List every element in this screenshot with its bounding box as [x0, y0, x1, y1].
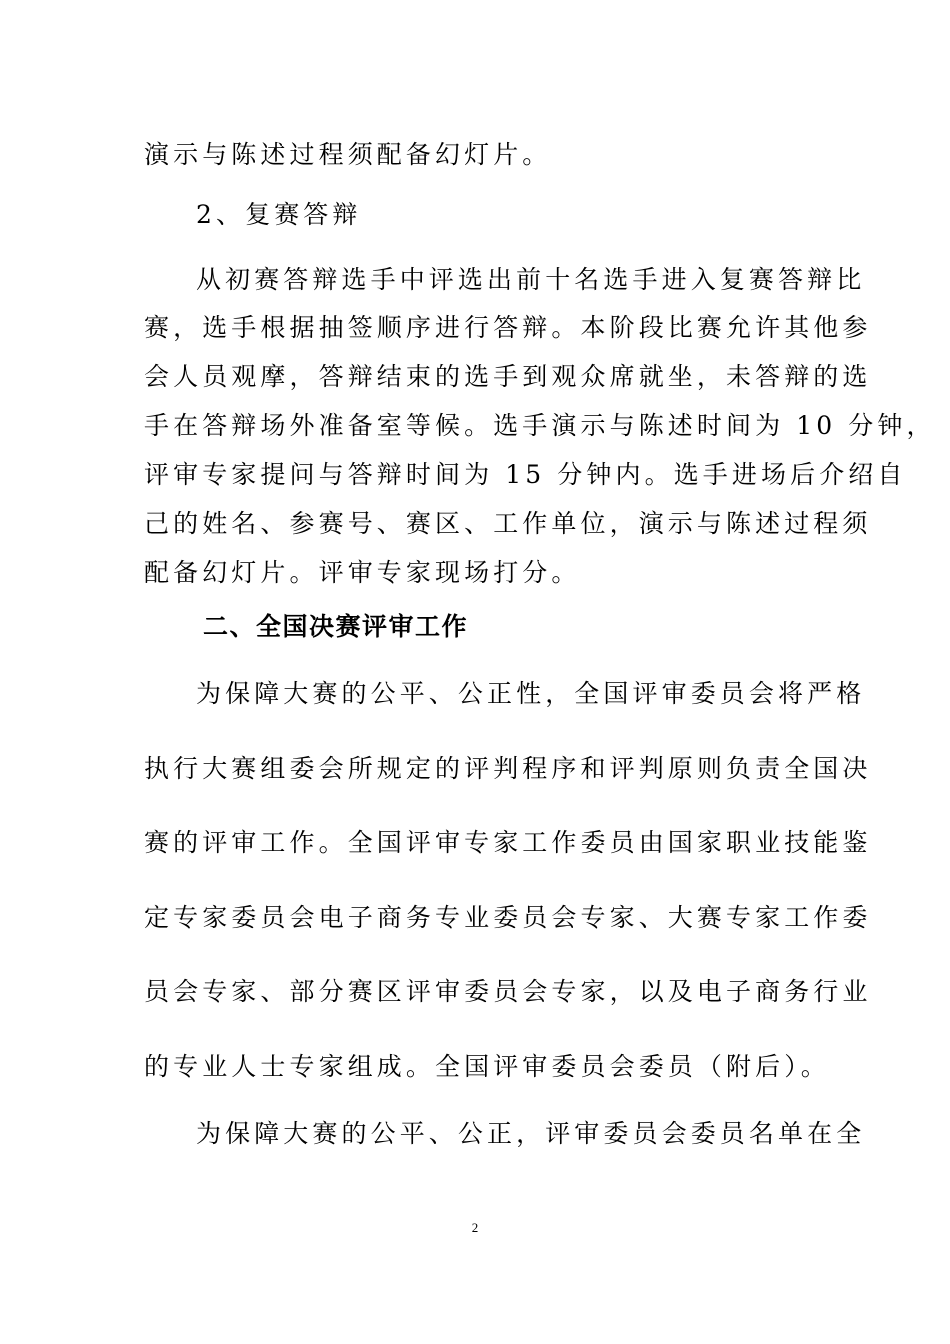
paragraph-line: 赛的评审工作。全国评审专家工作委员由国家职业技能鉴 — [144, 828, 872, 857]
paragraph-line: 评审专家提问与答辩时间为 15 分钟内。选手进场后介绍自 — [144, 460, 907, 489]
paragraph-line: 员会专家、部分赛区评审委员会专家，以及电子商务行业 — [144, 977, 872, 1006]
paragraph-line: 为保障大赛的公平、公正，评审委员会委员名单在全 — [196, 1119, 866, 1148]
paragraph-line: 会人员观摩，答辩结束的选手到观众席就坐，未答辩的选 — [144, 362, 872, 391]
continuation-line: 演示与陈述过程须配备幻灯片。 — [144, 140, 552, 169]
page-number: 2 — [471, 1220, 479, 1235]
paragraph-line: 赛，选手根据抽签顺序进行答辩。本阶段比赛允许其他参 — [144, 313, 872, 342]
paragraph-line: 为保障大赛的公平、公正性，全国评审委员会将严格 — [196, 679, 866, 708]
paragraph-line: 执行大赛组委会所规定的评判程序和评判原则负责全国决 — [144, 754, 872, 783]
paragraph-line: 的专业人士专家组成。全国评审委员会委员（附后）。 — [144, 1052, 830, 1081]
paragraph-line: 从初赛答辩选手中评选出前十名选手进入复赛答辩比 — [196, 265, 866, 294]
paragraph-line: 己的姓名、参赛号、赛区、工作单位，演示与陈述过程须 — [144, 509, 872, 538]
section-heading: 二、全国决赛评审工作 — [203, 612, 469, 641]
paragraph-line: 配备幻灯片。评审专家现场打分。 — [144, 558, 581, 587]
subsection-title: 2、复赛答辩 — [196, 200, 362, 229]
paragraph-line: 定专家委员会电子商务专业委员会专家、大赛专家工作委 — [144, 903, 872, 932]
paragraph-line: 手在答辩场外准备室等候。选手演示与陈述时间为 10 分钟， — [144, 411, 936, 440]
